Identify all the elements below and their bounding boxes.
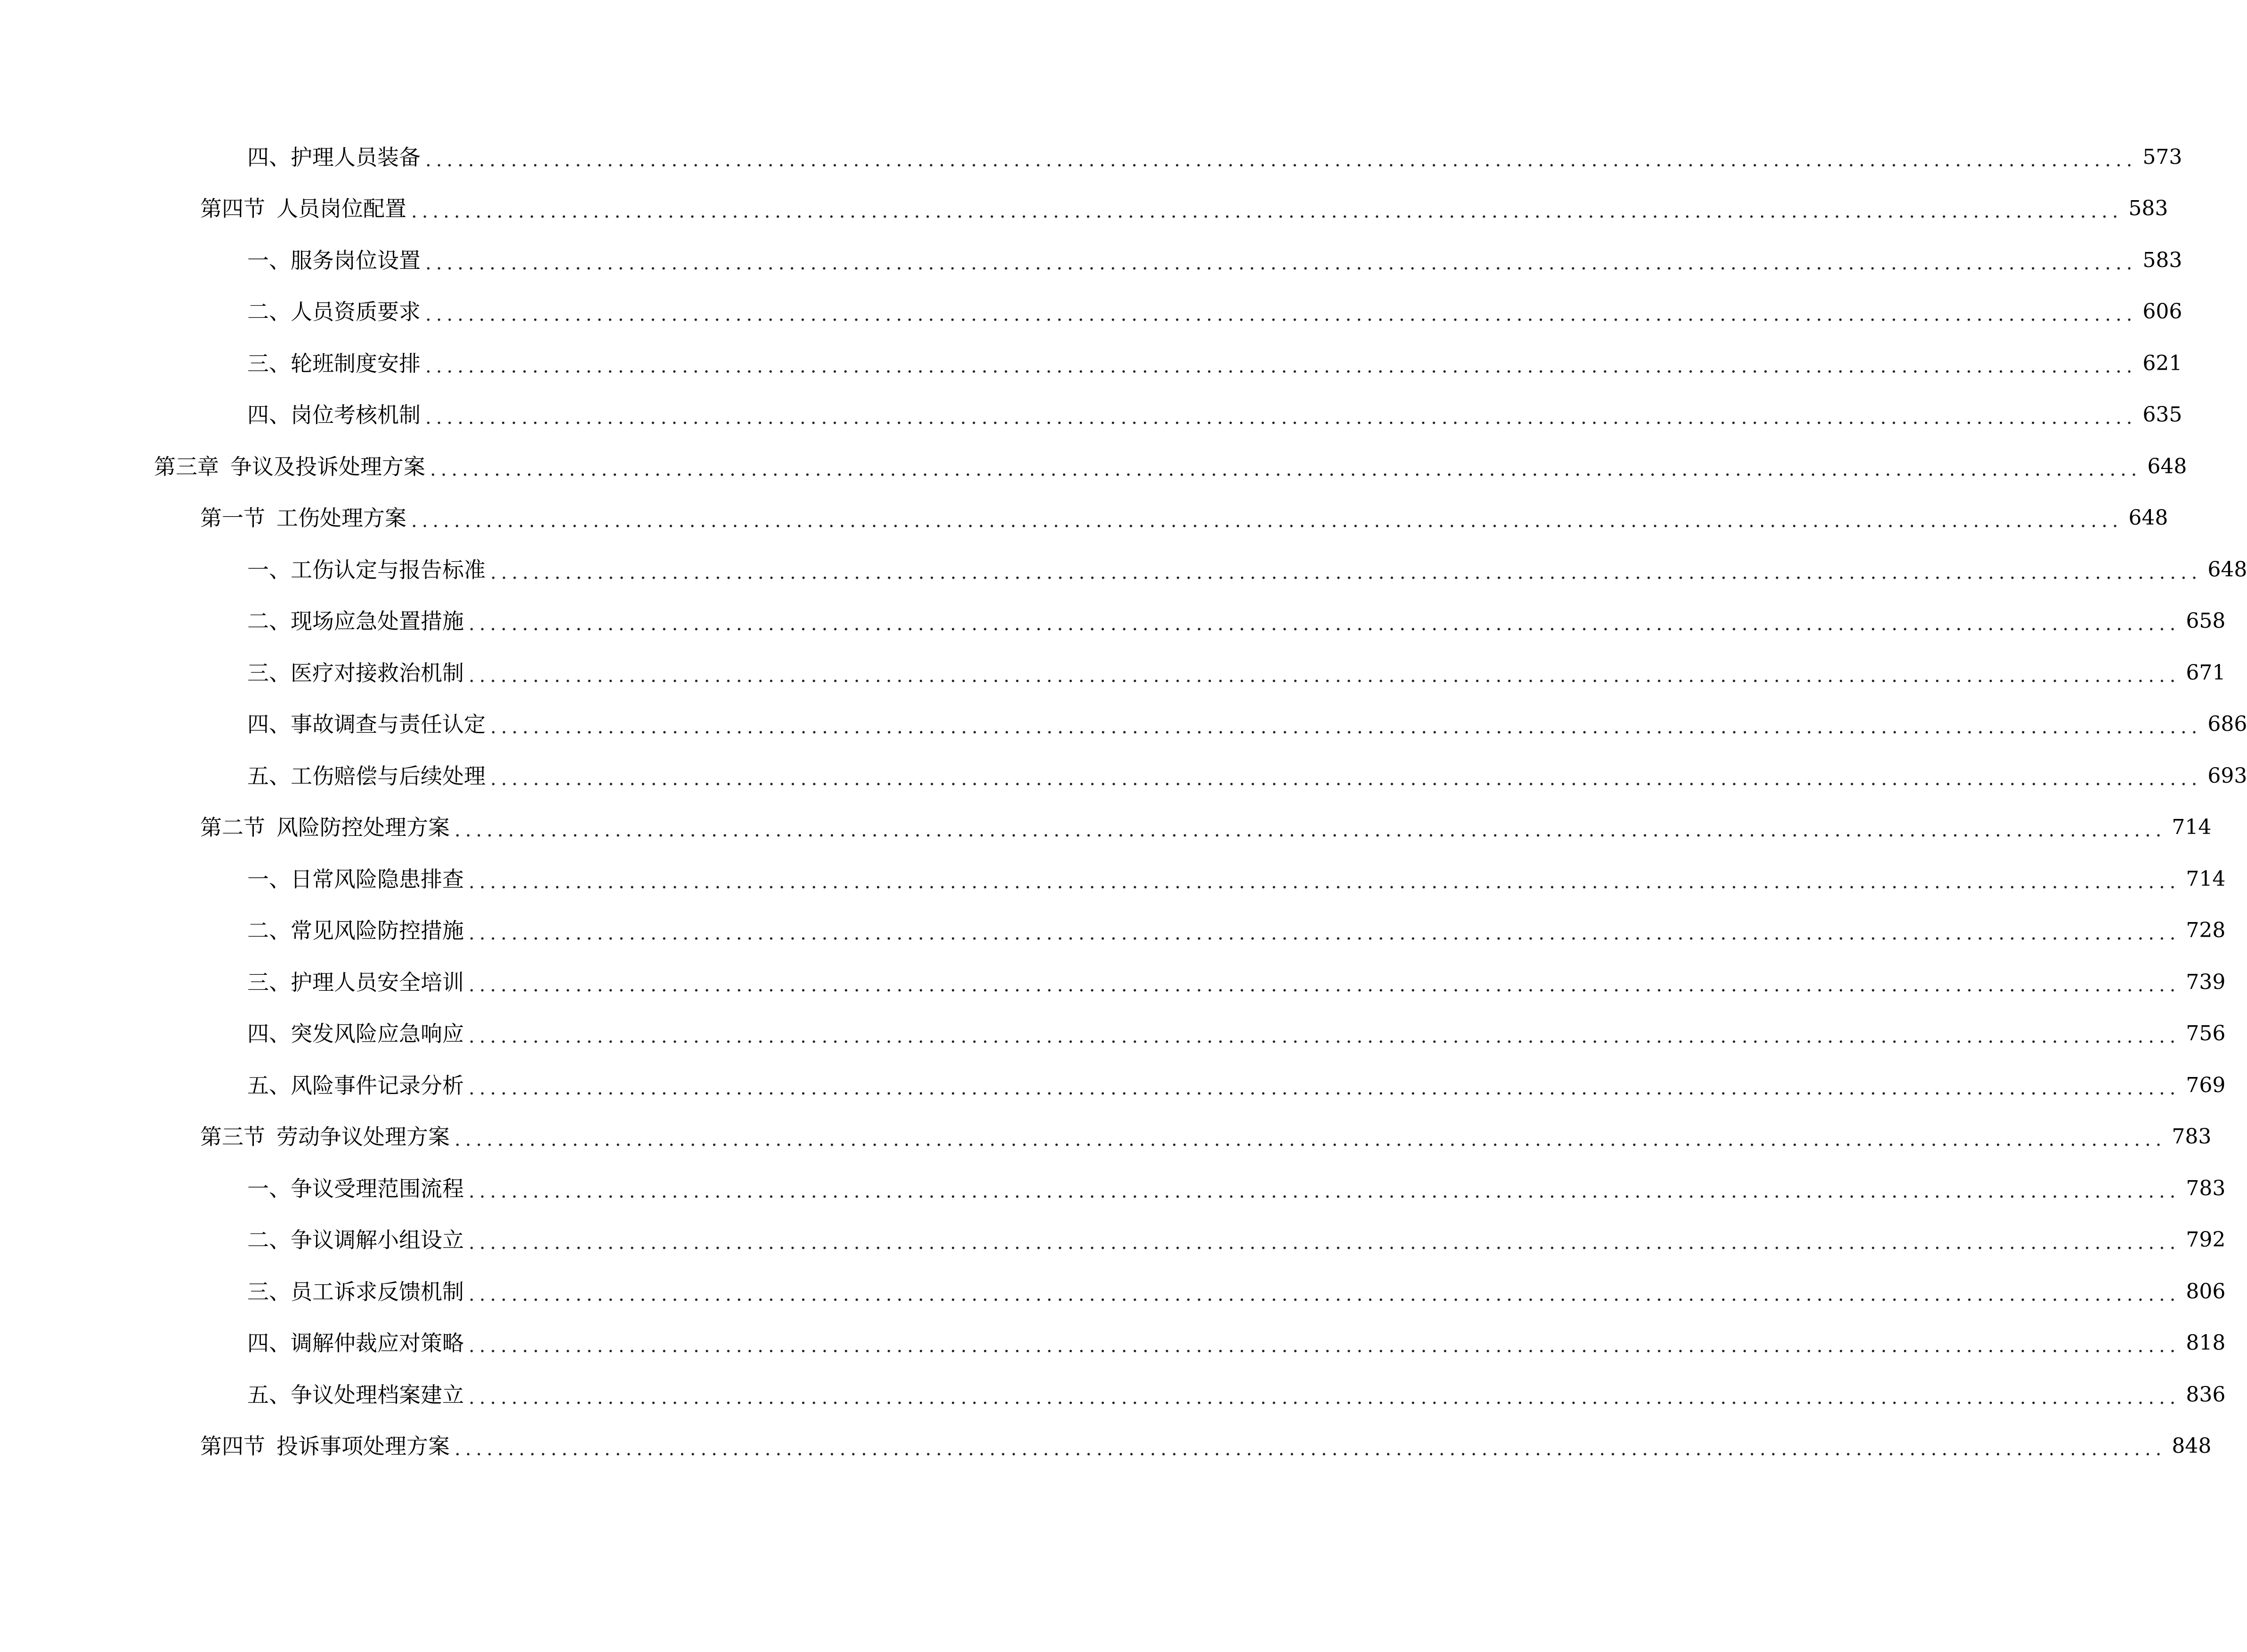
toc-entry[interactable] <box>0 1111 2212 1163</box>
toc-entry-title: 争议处理档案建立 <box>291 1382 464 1408</box>
toc-entry[interactable] <box>0 493 2168 544</box>
toc-page-number: 648 <box>2147 454 2187 478</box>
toc-entry[interactable] <box>0 1215 2226 1266</box>
toc-page-number: 621 <box>2142 351 2182 375</box>
toc-entry[interactable] <box>0 1369 2226 1421</box>
toc-dot-leader: ................................................................................................................................................................ <box>454 1438 2166 1460</box>
toc-dot-leader: ................................................................................................................................................................ <box>469 1077 2181 1099</box>
toc-entry-number: 一、 <box>247 866 291 892</box>
toc-entry-number: 三、 <box>247 1279 291 1304</box>
toc-entry-number: 二、 <box>247 299 291 325</box>
toc-page-number: 769 <box>2186 1073 2226 1097</box>
toc-dot-leader: ................................................................................................................................................................ <box>425 407 2137 429</box>
toc-entry-number: 四、 <box>247 144 291 170</box>
toc-page-number: 714 <box>2172 815 2212 840</box>
toc-page-number: 783 <box>2186 1176 2226 1200</box>
toc-page-number: 606 <box>2142 300 2182 324</box>
toc-entry-number: 第四节 <box>200 196 265 222</box>
toc-entry-number: 一、 <box>247 247 291 273</box>
toc-page-number: 648 <box>2128 506 2168 530</box>
toc-entry-title: 医疗对接救治机制 <box>291 660 464 686</box>
toc-entry-number: 三、 <box>247 660 291 686</box>
toc-entry[interactable] <box>0 802 2212 854</box>
toc-dot-leader: ................................................................................................................................................................ <box>425 252 2137 274</box>
toc-page-number: 583 <box>2128 196 2168 221</box>
toc-entry-title: 员工诉求反馈机制 <box>291 1279 464 1304</box>
toc-entry-title: 人员岗位配置 <box>276 196 406 222</box>
toc-dot-leader: ................................................................................................................................................................ <box>469 1335 2181 1357</box>
toc-dot-leader: ................................................................................................................................................................ <box>469 1180 2181 1202</box>
toc-page-number: 693 <box>2207 763 2247 788</box>
toc-page-number: 583 <box>2142 248 2182 272</box>
toc-entry[interactable] <box>0 750 2247 802</box>
toc-entry[interactable] <box>0 1266 2226 1318</box>
toc-page-number: 818 <box>2186 1331 2226 1355</box>
toc-entry-number: 四、 <box>247 1330 291 1356</box>
toc-entry[interactable] <box>0 905 2226 957</box>
toc-entry-number: 第四节 <box>200 1433 265 1459</box>
toc-entry-title: 风险事件记录分析 <box>291 1072 464 1098</box>
toc-entry-title: 争议受理范围流程 <box>291 1175 464 1201</box>
toc-entry-number: 一、 <box>247 557 291 583</box>
toc-page-number: 671 <box>2186 660 2226 685</box>
toc-dot-leader: ................................................................................................................................................................ <box>411 201 2123 223</box>
toc-page-number: 686 <box>2207 712 2247 737</box>
toc-entry-number: 第三节 <box>200 1124 265 1150</box>
toc-entry-number: 四、 <box>247 1021 291 1047</box>
toc-entry-title: 工伤认定与报告标准 <box>291 557 486 583</box>
toc-dot-leader: ................................................................................................................................................................ <box>425 304 2137 326</box>
toc-entry-number: 二、 <box>247 918 291 944</box>
toc-page-number: 635 <box>2142 403 2182 427</box>
toc-page-number: 714 <box>2186 866 2226 891</box>
toc-entry[interactable] <box>0 1060 2226 1111</box>
toc-page-number: 836 <box>2186 1382 2226 1407</box>
toc-entry-title: 人员资质要求 <box>291 299 421 325</box>
toc-entry[interactable] <box>0 1163 2226 1215</box>
toc-entry-number: 五、 <box>247 1072 291 1098</box>
toc-dot-leader: ................................................................................................................................................................ <box>411 510 2123 532</box>
toc-dot-leader: ................................................................................................................................................................ <box>469 923 2181 945</box>
toc-entry[interactable] <box>0 183 2168 235</box>
toc-entry-number: 四、 <box>247 402 291 428</box>
toc-entry-number: 五、 <box>247 1382 291 1408</box>
table-of-contents <box>0 131 2247 1472</box>
toc-entry[interactable] <box>0 647 2226 699</box>
toc-page-number: 783 <box>2172 1125 2212 1149</box>
toc-entry-title: 工伤赔偿与后续处理 <box>291 763 486 789</box>
toc-entry-number: 第三章 <box>154 453 219 479</box>
toc-entry[interactable] <box>0 441 2187 493</box>
toc-entry[interactable] <box>0 131 2182 183</box>
toc-dot-leader: ................................................................................................................................................................ <box>454 819 2166 842</box>
toc-dot-leader: ................................................................................................................................................................ <box>430 458 2142 480</box>
toc-page-number: 648 <box>2207 557 2247 582</box>
toc-entry[interactable] <box>0 338 2182 389</box>
toc-entry-title: 服务岗位设置 <box>291 247 421 273</box>
toc-entry[interactable] <box>0 286 2182 338</box>
toc-dot-leader: ................................................................................................................................................................ <box>469 613 2181 635</box>
toc-page-number: 573 <box>2142 145 2182 169</box>
toc-entry-number: 一、 <box>247 1175 291 1201</box>
toc-entry[interactable] <box>0 956 2226 1008</box>
toc-entry[interactable] <box>0 1008 2226 1060</box>
toc-dot-leader: ................................................................................................................................................................ <box>469 1283 2181 1305</box>
toc-entry-title: 护理人员安全培训 <box>291 969 464 995</box>
toc-page-number: 792 <box>2186 1228 2226 1252</box>
toc-page-number: 848 <box>2172 1434 2212 1458</box>
toc-entry-title: 调解仲裁应对策略 <box>291 1330 464 1356</box>
toc-dot-leader: ................................................................................................................................................................ <box>469 664 2181 687</box>
toc-entry-title: 争议及投诉处理方案 <box>230 453 425 479</box>
toc-dot-leader: ................................................................................................................................................................ <box>490 716 2202 738</box>
toc-entry-title: 工伤处理方案 <box>276 505 406 531</box>
toc-entry-number: 二、 <box>247 608 291 634</box>
toc-entry-title: 劳动争议处理方案 <box>276 1124 450 1150</box>
toc-dot-leader: ................................................................................................................................................................ <box>425 355 2137 377</box>
toc-dot-leader: ................................................................................................................................................................ <box>490 561 2202 583</box>
toc-entry-number: 三、 <box>247 350 291 376</box>
toc-dot-leader: ................................................................................................................................................................ <box>454 1129 2166 1151</box>
toc-page-number: 739 <box>2186 970 2226 994</box>
toc-entry-title: 轮班制度安排 <box>291 350 421 376</box>
toc-entry-title: 护理人员装备 <box>291 144 421 170</box>
toc-entry[interactable] <box>0 596 2226 648</box>
toc-entry-title: 投诉事项处理方案 <box>276 1433 450 1459</box>
toc-entry-number: 第一节 <box>200 505 265 531</box>
toc-entry[interactable] <box>0 544 2247 596</box>
toc-page-number: 806 <box>2186 1279 2226 1304</box>
toc-entry-number: 第二节 <box>200 815 265 841</box>
toc-entry-title: 岗位考核机制 <box>291 402 421 428</box>
toc-dot-leader: ................................................................................................................................................................ <box>469 871 2181 893</box>
toc-dot-leader: ................................................................................................................................................................ <box>469 1232 2181 1254</box>
toc-dot-leader: ................................................................................................................................................................ <box>425 149 2137 171</box>
toc-entry-number: 五、 <box>247 763 291 789</box>
toc-entry-number: 二、 <box>247 1227 291 1253</box>
toc-entry-title: 现场应急处置措施 <box>291 608 464 634</box>
toc-entry-title: 突发风险应急响应 <box>291 1021 464 1047</box>
toc-entry[interactable] <box>0 235 2182 286</box>
toc-entry-title: 常见风险防控措施 <box>291 918 464 944</box>
toc-entry[interactable] <box>0 1318 2226 1369</box>
toc-entry-number: 四、 <box>247 712 291 737</box>
toc-dot-leader: ................................................................................................................................................................ <box>469 1386 2181 1409</box>
toc-entry[interactable] <box>0 853 2226 905</box>
toc-entry-title: 争议调解小组设立 <box>291 1227 464 1253</box>
toc-dot-leader: ................................................................................................................................................................ <box>469 974 2181 996</box>
toc-entry[interactable] <box>0 699 2247 751</box>
toc-page-number: 756 <box>2186 1021 2226 1046</box>
toc-entry[interactable] <box>0 1421 2212 1473</box>
toc-dot-leader: ................................................................................................................................................................ <box>490 768 2202 790</box>
toc-dot-leader: ................................................................................................................................................................ <box>469 1026 2181 1048</box>
toc-entry-title: 风险防控处理方案 <box>276 815 450 841</box>
toc-entry-title: 日常风险隐患排查 <box>291 866 464 892</box>
toc-entry[interactable] <box>0 389 2182 441</box>
toc-page-number: 658 <box>2186 609 2226 633</box>
toc-entry-title: 事故调查与责任认定 <box>291 712 486 737</box>
toc-page-number: 728 <box>2186 918 2226 943</box>
toc-entry-number: 三、 <box>247 969 291 995</box>
